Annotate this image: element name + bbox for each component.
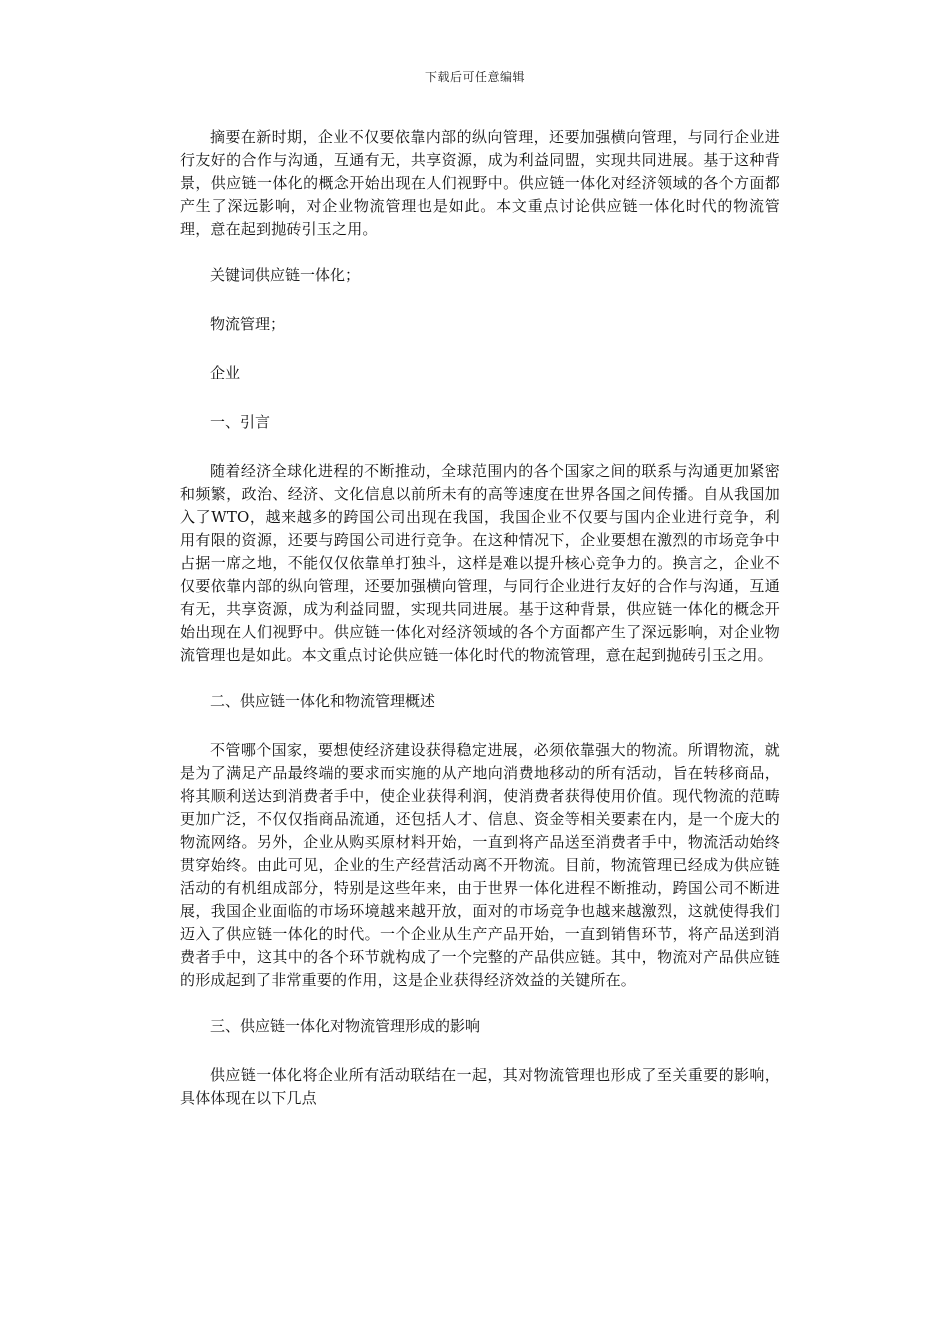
keywords-line-3: 企业 (210, 364, 241, 382)
section-heading-impact: 三、供应链一体化对物流管理形成的影响 (210, 1017, 481, 1035)
page-header-note: 下载后可任意编辑 (424, 70, 525, 84)
document-body (180, 126, 780, 1133)
section-heading-overview: 二、供应链一体化和物流管理概述 (210, 692, 436, 710)
keywords-line-2: 物流管理； (210, 315, 286, 333)
keywords-line-1: 关键词供应链一体化； (210, 266, 361, 284)
section-body-introduction: 随着经济全球化进程的不断推动，全球范围内的各个国家之间的联系与沟通更加紧密和频繁，政治、经济、文化信息以前所未有的高等速度在世界各国之间传播。自从我国加入了WTO，越来越多的跨国公司出现在我国，我国企业不仅要与国内企业进行竞争，利用有限的资源，还要与跨国公司进行竞争。在这种情况下，企业要想在激烈的市场竞争中占据一席之地，不能仅仅依靠单打独斗，这样是难以提升核心竞争力的。换言之，企业不仅要依靠内部的纵向管理，还要加强横向管理，与同行企业进行友好的合作与沟通，互通有无，共享资源，成为利益同盟，实现共同进展。基于这种背景，供应链一体化的概念开始出现在人们视野中。供应链一体化对经济领域的各个方面都产生了深远影响，对企业物流管理也是如此。本文重点讨论供应链一体化时代的物流管理，意在起到抛砖引玉之用。 (180, 462, 780, 664)
section-body-impact: 供应链一体化将企业所有活动联结在一起，其对物流管理也形成了至关重要的影响，具体体现在以下几点 (180, 1066, 780, 1107)
section-heading-introduction: 一、引言 (210, 413, 271, 431)
abstract-paragraph: 摘要在新时期，企业不仅要依靠内部的纵向管理，还要加强横向管理，与同行企业进行友好的合作与沟通，互通有无，共享资源，成为利益同盟，实现共同进展。基于这种背景，供应链一体化的概念开始出现在人们视野中。供应链一体化对经济领域的各个方面都产生了深远影响，对企业物流管理也是如此。本文重点讨论供应链一体化时代的物流管理，意在起到抛砖引玉之用。 (180, 128, 780, 238)
section-body-overview: 不管哪个国家，要想使经济建设获得稳定进展，必须依靠强大的物流。所谓物流，就是为了满足产品最终端的要求而实施的从产地向消费地移动的所有活动，旨在转移商品，将其顺利送达到消费者手中，使企业获得利润，使消费者获得使用价值。现代物流的范畴更加广泛，不仅仅指商品流通，还包括人才、信息、资金等相关要素在内，是一个庞大的物流网络。另外，企业从购买原材料开始，一直到将产品送至消费者手中，物流活动始终贯穿始终。由此可见，企业的生产经营活动离不开物流。目前，物流管理已经成为供应链活动的有机组成部分，特别是这些年来，由于世界一体化进程不断推动，跨国公司不断进展，我国企业面临的市场环境越来越开放，面对的市场竞争也越来越激烈，这就使得我们迈入了供应链一体化的时代。一个企业从生产产品开始，一直到销售环节，将产品送到消费者手中，这其中的各个环节就构成了一个完整的产品供应链。其中，物流对产品供应链的形成起到了非常重要的作用，这是企业获得经济效益的关键所在。 (180, 741, 780, 989)
